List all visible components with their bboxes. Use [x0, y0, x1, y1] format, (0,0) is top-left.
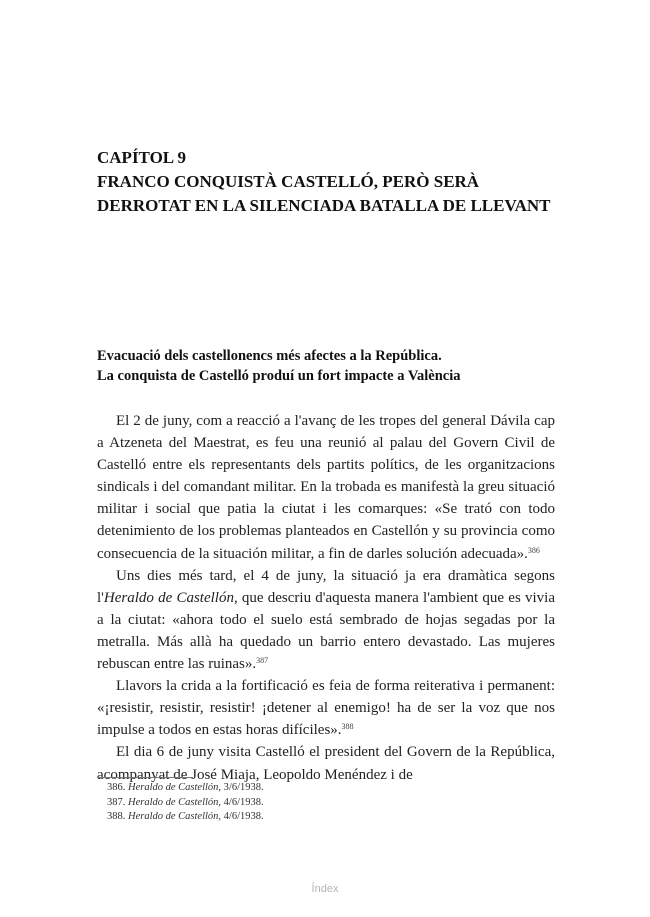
paragraph-3 [97, 675, 555, 741]
footnote-date: 3/6/1938. [223, 782, 264, 793]
paragraph-text: El dia 6 de juny visita Castelló el president del Govern de la República, acompanyat de José Miaja, Leopoldo Menéndez i de [97, 744, 555, 783]
paragraph-text: que descriu d'aquesta manera l'ambient que es vivia a la ciutat: «ahora todo el suelo está sembrado de hojas segadas por la metralla. Más allà ha quedado un barrio entero devastado. Las mujeres rebuscan entre las ruinas». [97, 589, 556, 673]
footnote-source: Heraldo de Castellón, [128, 782, 222, 793]
footnote-number: 387. [107, 796, 126, 808]
footnote-source: Heraldo de Castellón, [128, 811, 222, 823]
footnotes [107, 781, 547, 825]
paragraph-text: Llavors la crida a la fortificació es feia de forma reiterativa i permanent: «¡resistir, resistir, resistir! ¡detener al enemigo! ha de ser la voz que nos impulse a todos en estas horas difíciles». [97, 678, 555, 739]
footnote-ref-386[interactable]: 386 [527, 545, 540, 555]
footnote-separator [97, 777, 193, 778]
page-footer [0, 883, 650, 895]
footnote-date: 4/6/1938. [223, 811, 264, 823]
newspaper-title: Heraldo de Castellón, [103, 589, 238, 606]
chapter-heading [97, 146, 577, 218]
footnote-ref-388[interactable]: 388 [341, 722, 354, 732]
footnote-388 [107, 810, 547, 825]
index-link[interactable]: Índex [311, 883, 339, 895]
footnote-date: 4/6/1938. [223, 796, 264, 808]
footnote-ref-387[interactable]: 387 [256, 656, 269, 666]
body-text [97, 410, 555, 786]
footnote-387 [107, 796, 547, 811]
chapter-number: CAPÍTOL 9 [97, 148, 186, 167]
section-title-line-2: La conquista de Castelló produí un fort impacte a València [97, 368, 461, 384]
chapter-title-line-2: DERROTAT EN LA SILENCIADA BATALLA DE LLEVANT [97, 196, 551, 215]
footnote-source: Heraldo de Castellón, [128, 796, 222, 808]
paragraph-4 [97, 741, 555, 785]
section-heading [97, 346, 567, 386]
paragraph-2 [97, 565, 555, 675]
section-title-line-1: Evacuació dels castellonencs més afectes a la República. [97, 348, 442, 364]
footnote-number: 388. [107, 811, 126, 823]
footnote-386 [107, 781, 547, 796]
chapter-title-line-1: FRANCO CONQUISTÀ CASTELLÓ, PERÒ SERÀ [97, 172, 480, 191]
paragraph-text: El 2 de juny, com a reacció a l'avanç de les tropes del general Dávila cap a Atzeneta del Maestrat, es feu una reunió al palau del Govern Civil de Castelló entre els representants dels partits polítics, de les organitzacions sindicals i del comandant militar. En la trobada es manifestà la greu situació militar i social que patia la ciutat i les comarques: «Se trató con todo detenimiento de los problemas planteados en Castellón y su provincia como consecuencia de la situación militar, a fin de darles solución adecuada». [97, 413, 555, 562]
footnote-number: 386. [107, 782, 126, 793]
paragraph-1 [97, 410, 555, 565]
paragraph-text: Uns dies més tard, el 4 de juny, la situació ja era dramàtica segons l' [97, 567, 555, 606]
